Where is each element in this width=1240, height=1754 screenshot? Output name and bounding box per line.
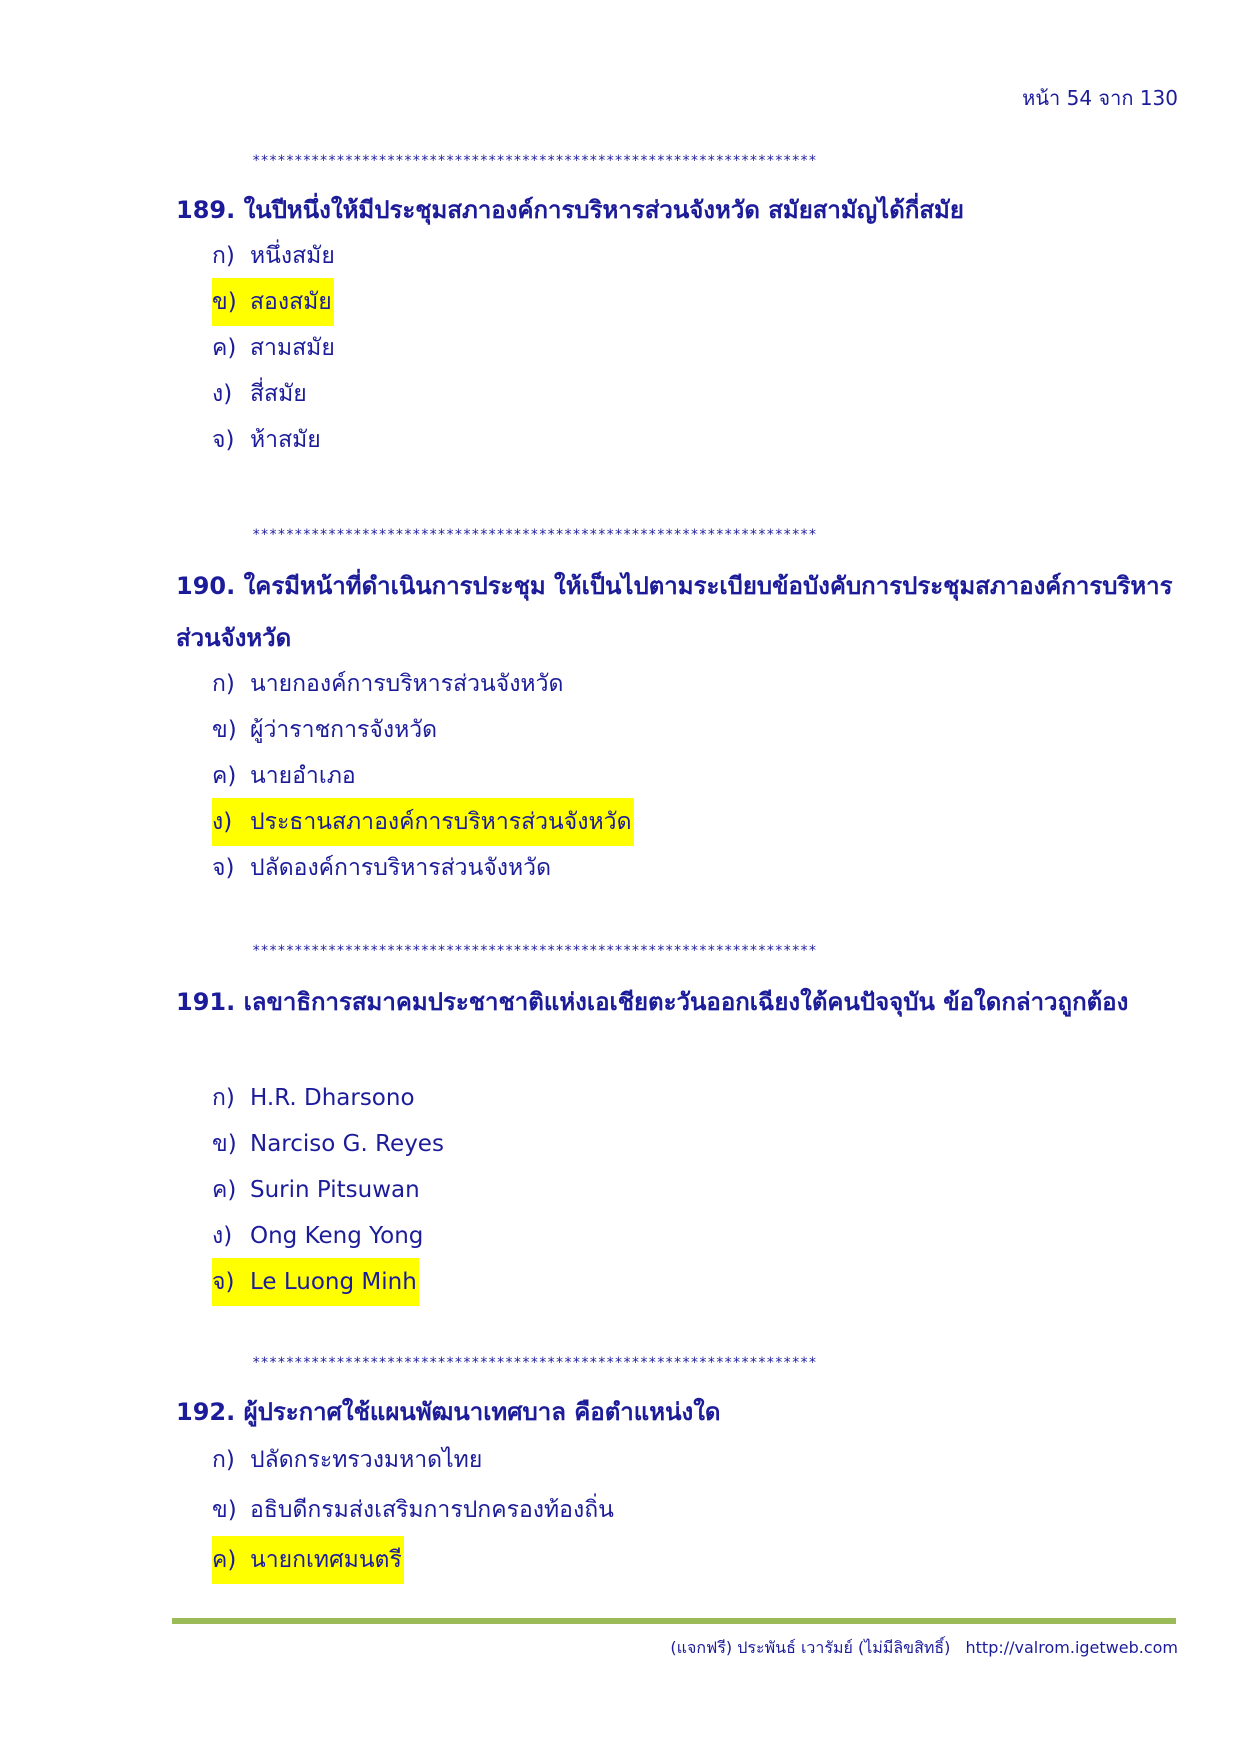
footer: [670, 1636, 1178, 1661]
choice-190-d: ง) ประธานสภาองค์การบริหารส่วนจังหวัด: [212, 798, 634, 846]
question-192: 192. ผู้ประกาศใช้แผนพัฒนาเทศบาล คือตำแหน่งใด: [176, 1398, 721, 1426]
question-190: 190. ใครมีหน้าที่ดำเนินการประชุม ให้เป็นไปตามระเบียบข้อบังคับการประชุมสภาองค์การบริหารส่วนจังหวัด: [176, 572, 1173, 652]
footer-url-link[interactable]: http://valrom.igetweb.com: [965, 1638, 1178, 1657]
choice-191-d: ง) Ong Keng Yong: [212, 1223, 424, 1249]
choice-192-b: ข) อธิบดีกรมส่งเสริมการปกครองท้องถิ่น: [212, 1497, 614, 1523]
choice-191-a: ก) H.R. Dharsono: [212, 1085, 415, 1111]
choice-190-b: ข) ผู้ว่าราชการจังหวัด: [212, 717, 438, 743]
page-number: หน้า 54 จาก 130: [1022, 86, 1178, 110]
separator: *******************************************************************: [252, 154, 817, 168]
choice-191-c: ค) Surin Pitsuwan: [212, 1177, 420, 1203]
choice-189-d: ง) สี่สมัย: [212, 381, 307, 407]
choice-190-a: ก) นายกองค์การบริหารส่วนจังหวัด: [212, 671, 564, 697]
footer-credit: (แจกฟรี) ประพันธ์ เวารัมย์ (ไม่มีลิขสิทธิ์): [670, 1638, 951, 1657]
choice-189-a: ก) หนึ่งสมัย: [212, 243, 335, 269]
separator: *******************************************************************: [252, 944, 817, 958]
choice-192-c: ค) นายกเทศมนตรี: [212, 1536, 404, 1584]
choice-189-c: ค) สามสมัย: [212, 335, 335, 361]
separator: *******************************************************************: [252, 1356, 817, 1370]
choice-189-e: จ) ห้าสมัย: [212, 427, 321, 453]
choice-189-b: ข) สองสมัย: [212, 278, 334, 326]
footer-rule: [172, 1618, 1176, 1624]
question-191: 191. เลขาธิการสมาคมประชาชาติแห่งเอเชียตะวันออกเฉียงใต้คนปัจจุบัน ข้อใดกล่าวถูกต้อง: [176, 988, 1129, 1016]
choice-190-c: ค) นายอำเภอ: [212, 763, 356, 789]
separator: *******************************************************************: [252, 528, 817, 542]
choice-191-b: ข) Narciso G. Reyes: [212, 1131, 444, 1157]
question-189: 189. ในปีหนึ่งให้มีประชุมสภาองค์การบริหารส่วนจังหวัด สมัยสามัญได้กี่สมัย: [176, 196, 964, 224]
choice-190-e: จ) ปลัดองค์การบริหารส่วนจังหวัด: [212, 855, 552, 881]
choice-191-e: จ) Le Luong Minh: [212, 1258, 419, 1306]
choice-192-a: ก) ปลัดกระทรวงมหาดไทย: [212, 1447, 483, 1473]
